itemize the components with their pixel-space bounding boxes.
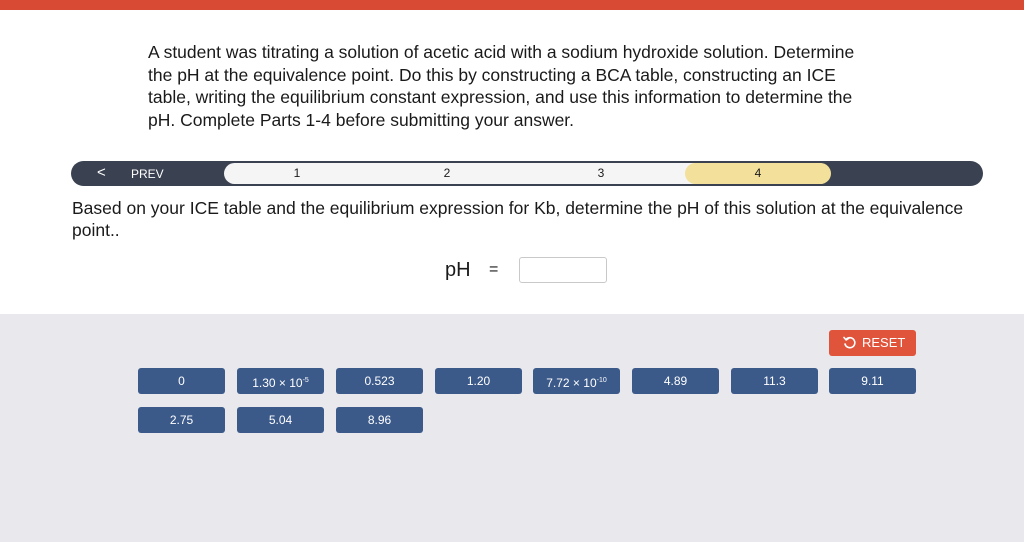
reset-label: RESET [862, 335, 906, 350]
part-prompt: Based on your ICE table and the equilibrium expression for Kb, determine the pH of this solution at the equivalence point.. [72, 198, 964, 240]
chevron-left-icon: < [97, 164, 106, 181]
tile-exponent: -10 [596, 377, 607, 384]
answer-tile[interactable] [237, 368, 324, 394]
step-3[interactable]: 3 [597, 166, 605, 180]
tile-base: 7.72 × 10 [546, 376, 597, 390]
answer-tile[interactable]: 4.89 [632, 368, 719, 394]
answer-tile[interactable]: 9.11 [829, 368, 916, 394]
prev-button[interactable] [71, 161, 221, 186]
answer-tile[interactable]: 5.04 [237, 407, 324, 433]
answer-tile[interactable]: 1.20 [435, 368, 522, 394]
equals-sign: = [489, 261, 499, 278]
top-accent-bar [0, 0, 1024, 10]
answer-tile[interactable]: 0 [138, 368, 225, 394]
answer-tile[interactable]: 8.96 [336, 407, 423, 433]
answer-tile[interactable]: 2.75 [138, 407, 225, 433]
question-text: A student was titrating a solution of acetic acid with a sodium hydroxide solution. Determine the pH at the equivalence point. Do this by constructing a BCA table, constructing an ICE table, writing the equilibrium constant expression, and use this information to determine the pH. Complete Parts 1-4 before submitting your answer. [148, 42, 855, 130]
tile-base: 1.30 × 10 [252, 376, 303, 390]
reset-button[interactable] [829, 330, 916, 356]
answer-tile[interactable] [533, 368, 620, 394]
answer-tile[interactable]: 11.3 [731, 368, 818, 394]
ph-label: pH [445, 259, 471, 281]
step-2[interactable]: 2 [443, 166, 451, 180]
prev-label: PREV [131, 167, 164, 181]
step-progress-bar [71, 161, 983, 186]
step-1[interactable]: 1 [293, 166, 301, 180]
reset-icon [843, 336, 857, 350]
answer-tile[interactable]: 0.523 [336, 368, 423, 394]
step-4-active[interactable]: 4 [685, 163, 831, 184]
ph-drop-target[interactable] [519, 257, 607, 283]
tile-exponent: -5 [302, 377, 309, 384]
